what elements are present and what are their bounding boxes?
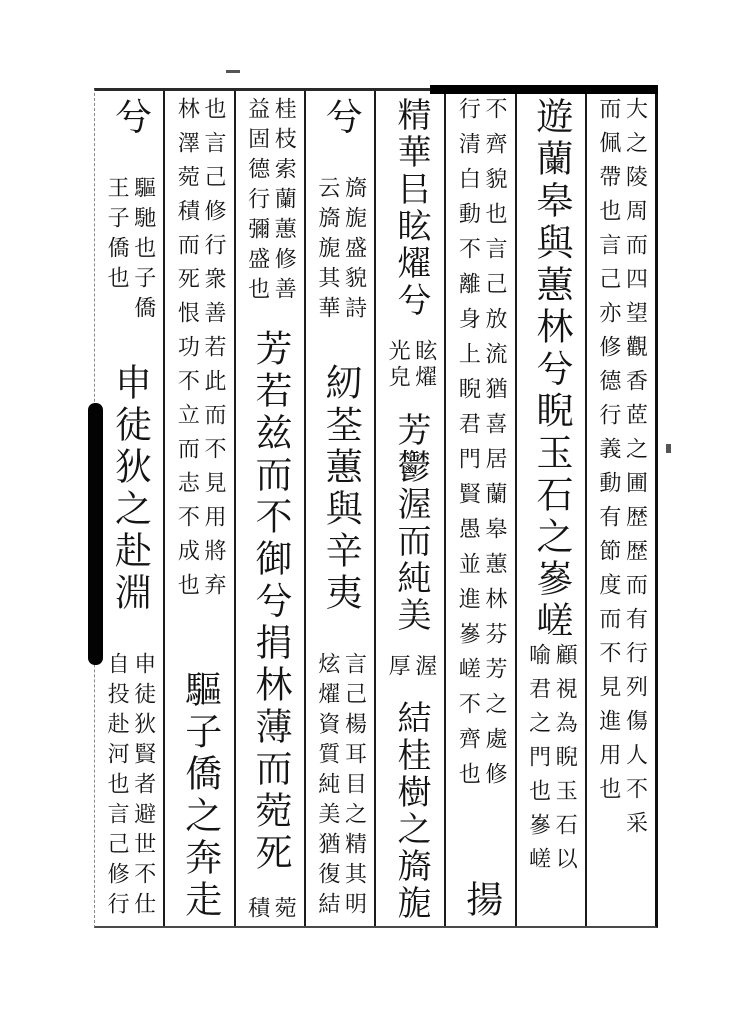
note-left-subcolumn: 行清白動不離身上睨君門賢愚並進嵾嵯不齊也 [455,97,481,797]
note-left-subcolumn: 光皃 [385,339,411,392]
commentary-note [314,652,365,922]
commentary-note [174,97,225,607]
main-text: 揚 [459,880,503,922]
note-right-subcolumn: 桂枝索蘭蕙修善 [271,97,297,307]
main-text: 驅子僑之奔走 [178,670,222,922]
main-text: 兮 [108,97,152,139]
note-left-subcolumn: 王子僑也 [104,176,130,296]
top-border-thick-segment [430,85,658,94]
commentary-note [244,896,295,922]
text-column-1 [585,91,655,926]
note-right-subcolumn: 申徒狄賢者避世不仕 [130,652,156,922]
text-block-frame [94,88,658,928]
note-left-subcolumn: 云旖旎其華 [314,176,340,326]
text-column-2 [515,91,585,926]
main-text: 芳若兹而不御兮捐林薄而菀死 [249,328,293,875]
column-grid [95,91,655,926]
text-column-6 [234,91,304,926]
text-column-4 [374,91,444,926]
note-left-subcolumn: 益固德行彌盛也 [244,97,270,307]
note-left-subcolumn: 炫燿資質純美猶復結 [314,652,340,922]
note-right-subcolumn: 渥 [411,653,437,680]
text-column-5 [304,91,374,926]
main-text: 芳鬱渥而純美 [390,411,431,634]
main-text: 結桂樹之旖旎 [390,700,431,922]
note-left-subcolumn: 而佩帶也言己亦修德行義動有節度而不見進用也 [595,97,621,811]
text-column-7 [163,91,233,926]
note-left-subcolumn: 喻君之門也嵾嵯 [525,643,551,881]
commentary-note [244,97,295,307]
note-left-subcolumn: 積 [244,896,270,922]
note-left-subcolumn: 林澤菀積而死恨功不立而志不成也 [174,97,200,607]
note-right-subcolumn: 也言己修行衆善若此而不見用將弃 [201,97,226,607]
scan-artifact [226,70,240,73]
note-right-subcolumn: 顧視為睨玉石以 [552,643,578,881]
note-right-subcolumn: 旖旎盛貌詩 [341,176,367,326]
main-text: 精華㠯眩燿兮 [390,97,431,319]
commentary-note [104,176,155,326]
main-text: 申徒狄之赴淵 [108,363,152,615]
text-column-3 [444,91,514,926]
commentary-note [104,652,155,922]
note-right-subcolumn: 言己楊耳目之精其明 [341,652,367,922]
note-left-subcolumn: 厚 [385,653,411,680]
commentary-note [385,339,436,391]
commentary-note [314,176,365,326]
note-right-subcolumn: 大之陵周而四望觀香茝之圃歴歴而有行列傷人不采 [622,97,648,845]
commentary-note [525,643,576,881]
note-right-subcolumn: 驅馳也子僑 [130,176,156,326]
note-right-subcolumn: 不齊貌也言己放流猶喜居蘭皋蕙林芬芳之處修 [482,97,507,797]
ink-smudge [88,403,103,665]
main-text: 紉荃蕙與辛夷 [319,363,363,615]
note-right-subcolumn: 菀 [271,896,297,922]
commentary-note [455,97,506,797]
main-text: 兮 [319,97,363,139]
note-right-subcolumn: 眩燿 [411,339,437,392]
commentary-note [595,97,646,922]
scan-artifact [666,444,671,453]
main-text: 遊蘭皋與蕙林兮睨玉石之嵾嵯 [530,97,574,643]
commentary-note [385,654,436,680]
note-left-subcolumn: 自投赴河也言己修行 [104,652,130,922]
text-column-8 [95,91,163,926]
